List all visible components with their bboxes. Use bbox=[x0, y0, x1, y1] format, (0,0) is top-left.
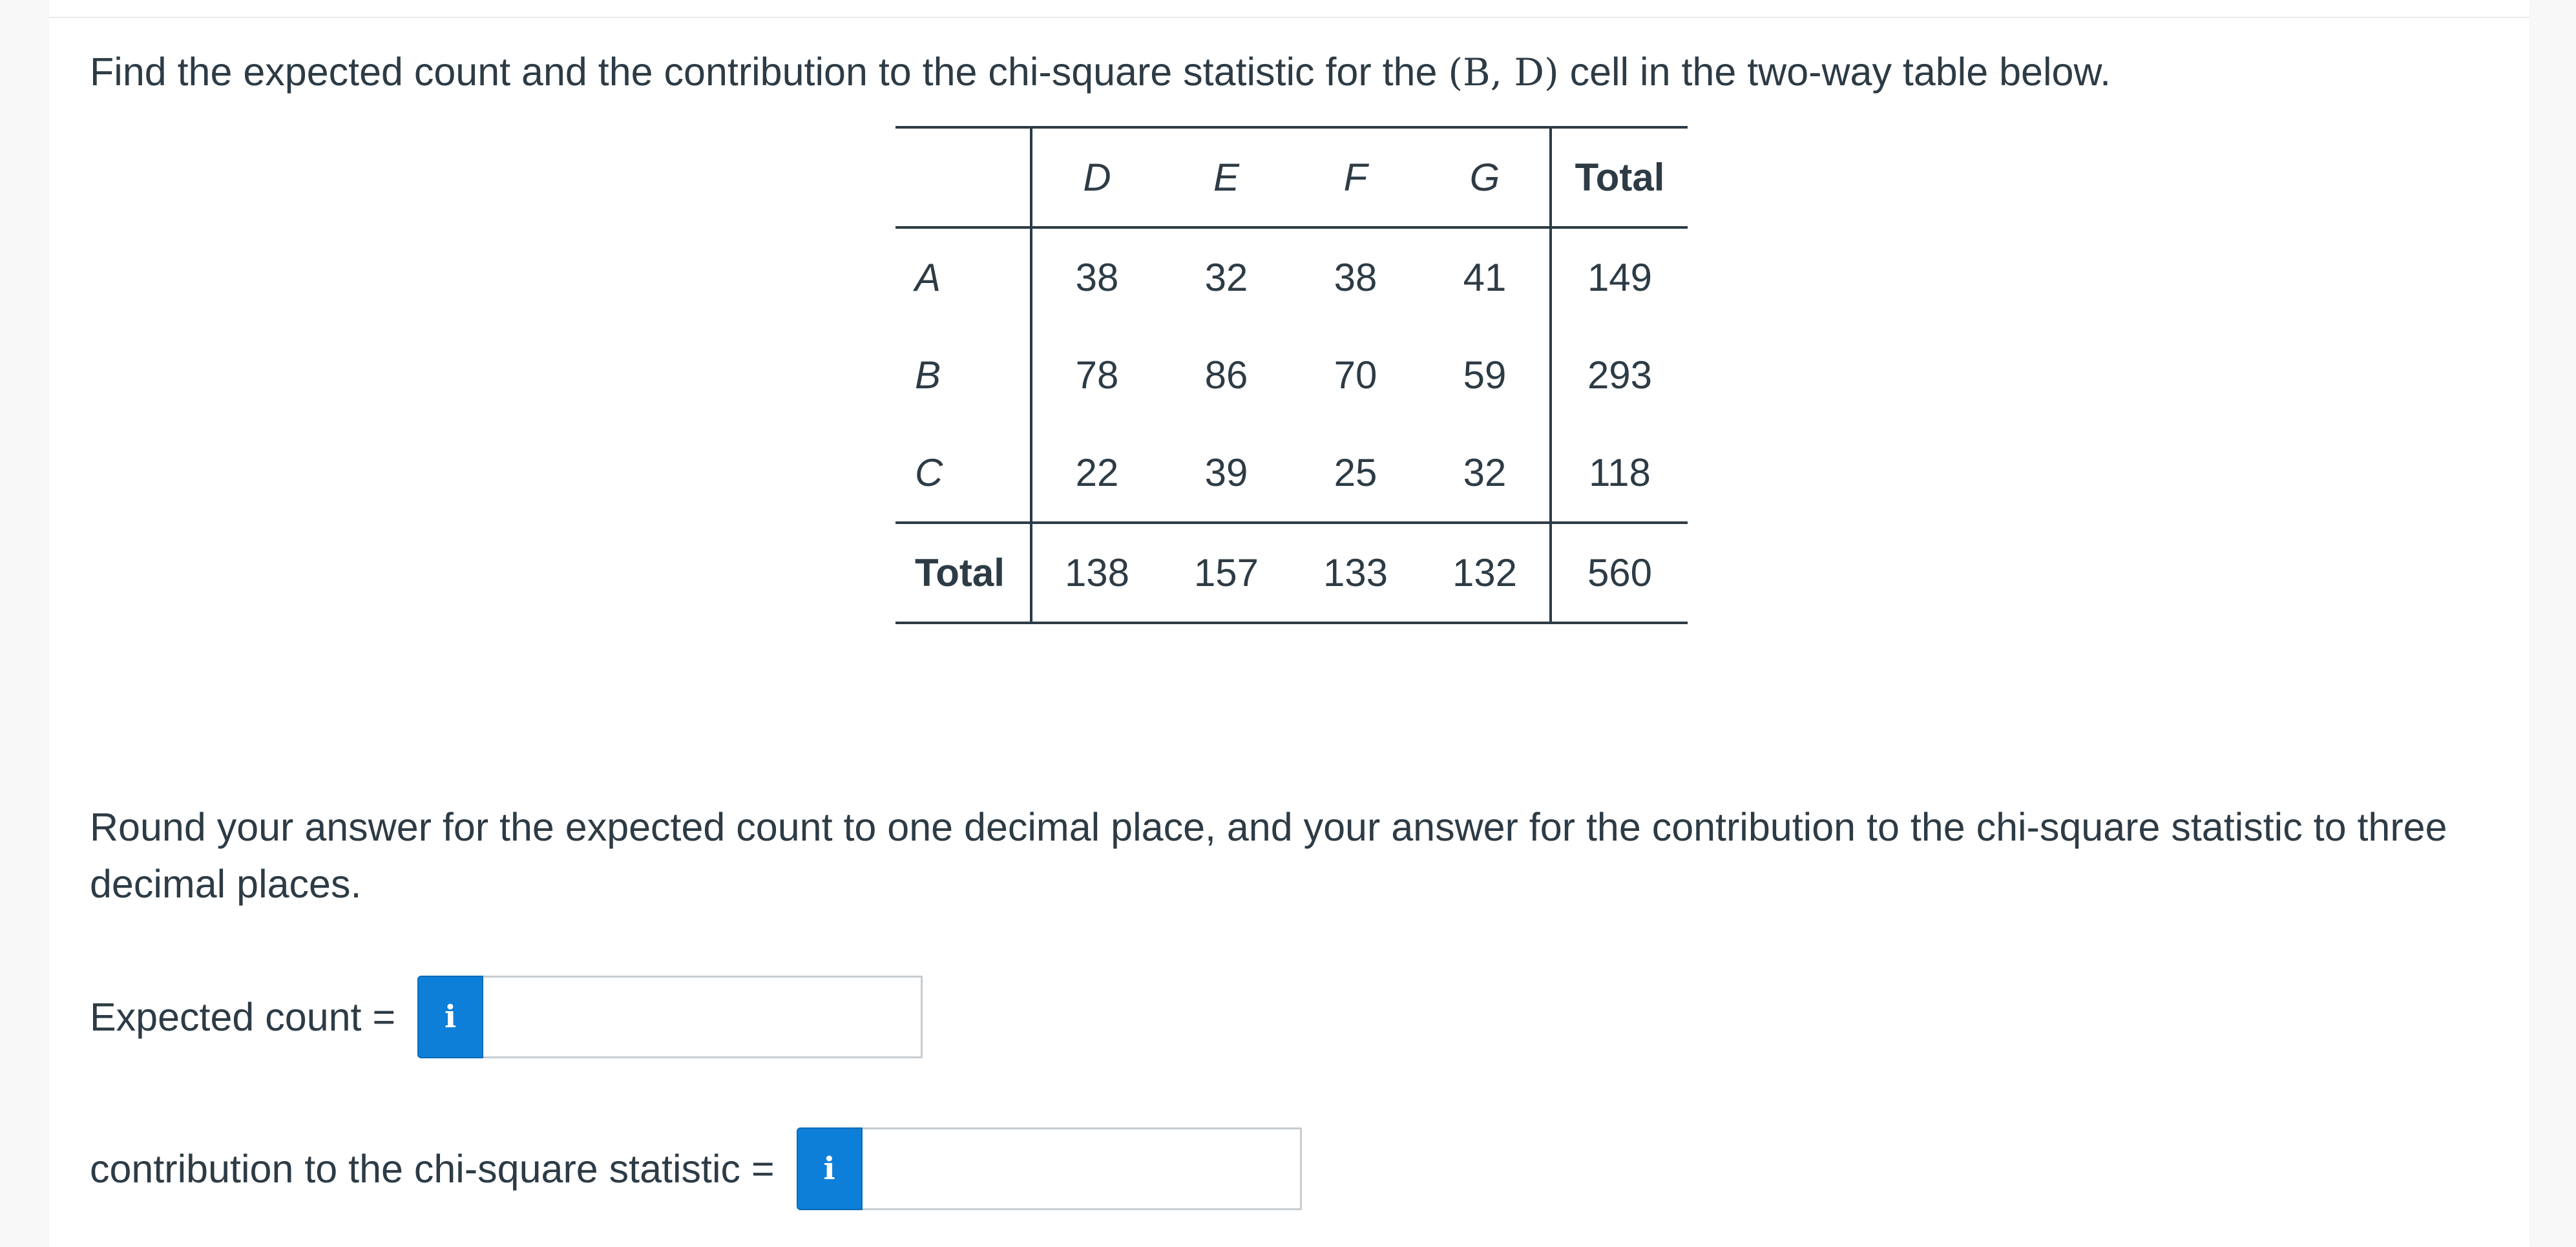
info-icon[interactable]: i bbox=[797, 1127, 863, 1210]
table-cell: 59 bbox=[1463, 353, 1507, 397]
row-total: 118 bbox=[1551, 424, 1688, 523]
question-suffix: cell in the two-way table below. bbox=[1558, 50, 2111, 94]
divider bbox=[49, 17, 2529, 18]
row-label-c: C bbox=[895, 424, 1031, 523]
col-header-g: G bbox=[1469, 156, 1500, 199]
chi-square-contribution-row bbox=[90, 1127, 1302, 1210]
expected-count-label: Expected count = bbox=[90, 995, 396, 1039]
table-cell: 138 bbox=[1064, 551, 1130, 594]
table-cell: 32 bbox=[1204, 256, 1248, 299]
table-cell: 41 bbox=[1463, 256, 1507, 299]
table-total-row bbox=[895, 523, 1688, 623]
table-row bbox=[895, 326, 1688, 424]
row-label-a: A bbox=[895, 227, 1031, 326]
table-cell: 86 bbox=[1204, 353, 1248, 397]
table-cell: 32 bbox=[1463, 451, 1507, 494]
expected-count-input[interactable] bbox=[483, 976, 923, 1058]
rounding-instructions: Round your answer for the expected count to one decimal place, and your answer for the contribution to the chi-square statistic to three decimal places. bbox=[90, 805, 2447, 906]
col-header-f: F bbox=[1343, 156, 1368, 199]
row-total: 293 bbox=[1551, 326, 1688, 424]
grand-total: 560 bbox=[1551, 523, 1688, 623]
row-total: 149 bbox=[1551, 227, 1688, 326]
table-cell: 132 bbox=[1452, 551, 1518, 594]
col-header-total: Total bbox=[1551, 127, 1688, 227]
expected-count-row bbox=[90, 976, 923, 1058]
question-prefix: Find the expected count and the contribution to the chi-square statistic for the bbox=[90, 50, 1449, 94]
two-way-table bbox=[895, 126, 1688, 624]
col-header-d: D bbox=[1083, 156, 1111, 199]
table-row bbox=[895, 227, 1688, 326]
table-cell: 22 bbox=[1075, 451, 1119, 494]
row-label-total: Total bbox=[895, 523, 1031, 623]
chi-square-contribution-label: contribution to the chi-square statistic = bbox=[90, 1147, 775, 1191]
table-cell: 133 bbox=[1323, 551, 1388, 594]
table-cell: 78 bbox=[1075, 353, 1119, 397]
table-cell: 157 bbox=[1193, 551, 1259, 594]
question-panel bbox=[49, 0, 2529, 1247]
table-cell: 38 bbox=[1075, 256, 1119, 299]
table-cell: 38 bbox=[1334, 256, 1377, 299]
table-cell: 39 bbox=[1204, 451, 1248, 494]
question-text bbox=[90, 44, 2111, 100]
table-corner bbox=[895, 127, 1031, 227]
table-cell: 25 bbox=[1334, 451, 1377, 494]
row-label-b: B bbox=[895, 326, 1031, 424]
table-row bbox=[895, 424, 1688, 523]
table-header-row bbox=[895, 127, 1688, 227]
chi-square-contribution-input[interactable] bbox=[863, 1127, 1302, 1210]
question-cell: (B, D) bbox=[1448, 50, 1559, 94]
col-header-e: E bbox=[1213, 156, 1240, 199]
info-icon[interactable]: i bbox=[417, 976, 483, 1058]
table-cell: 70 bbox=[1334, 353, 1377, 397]
